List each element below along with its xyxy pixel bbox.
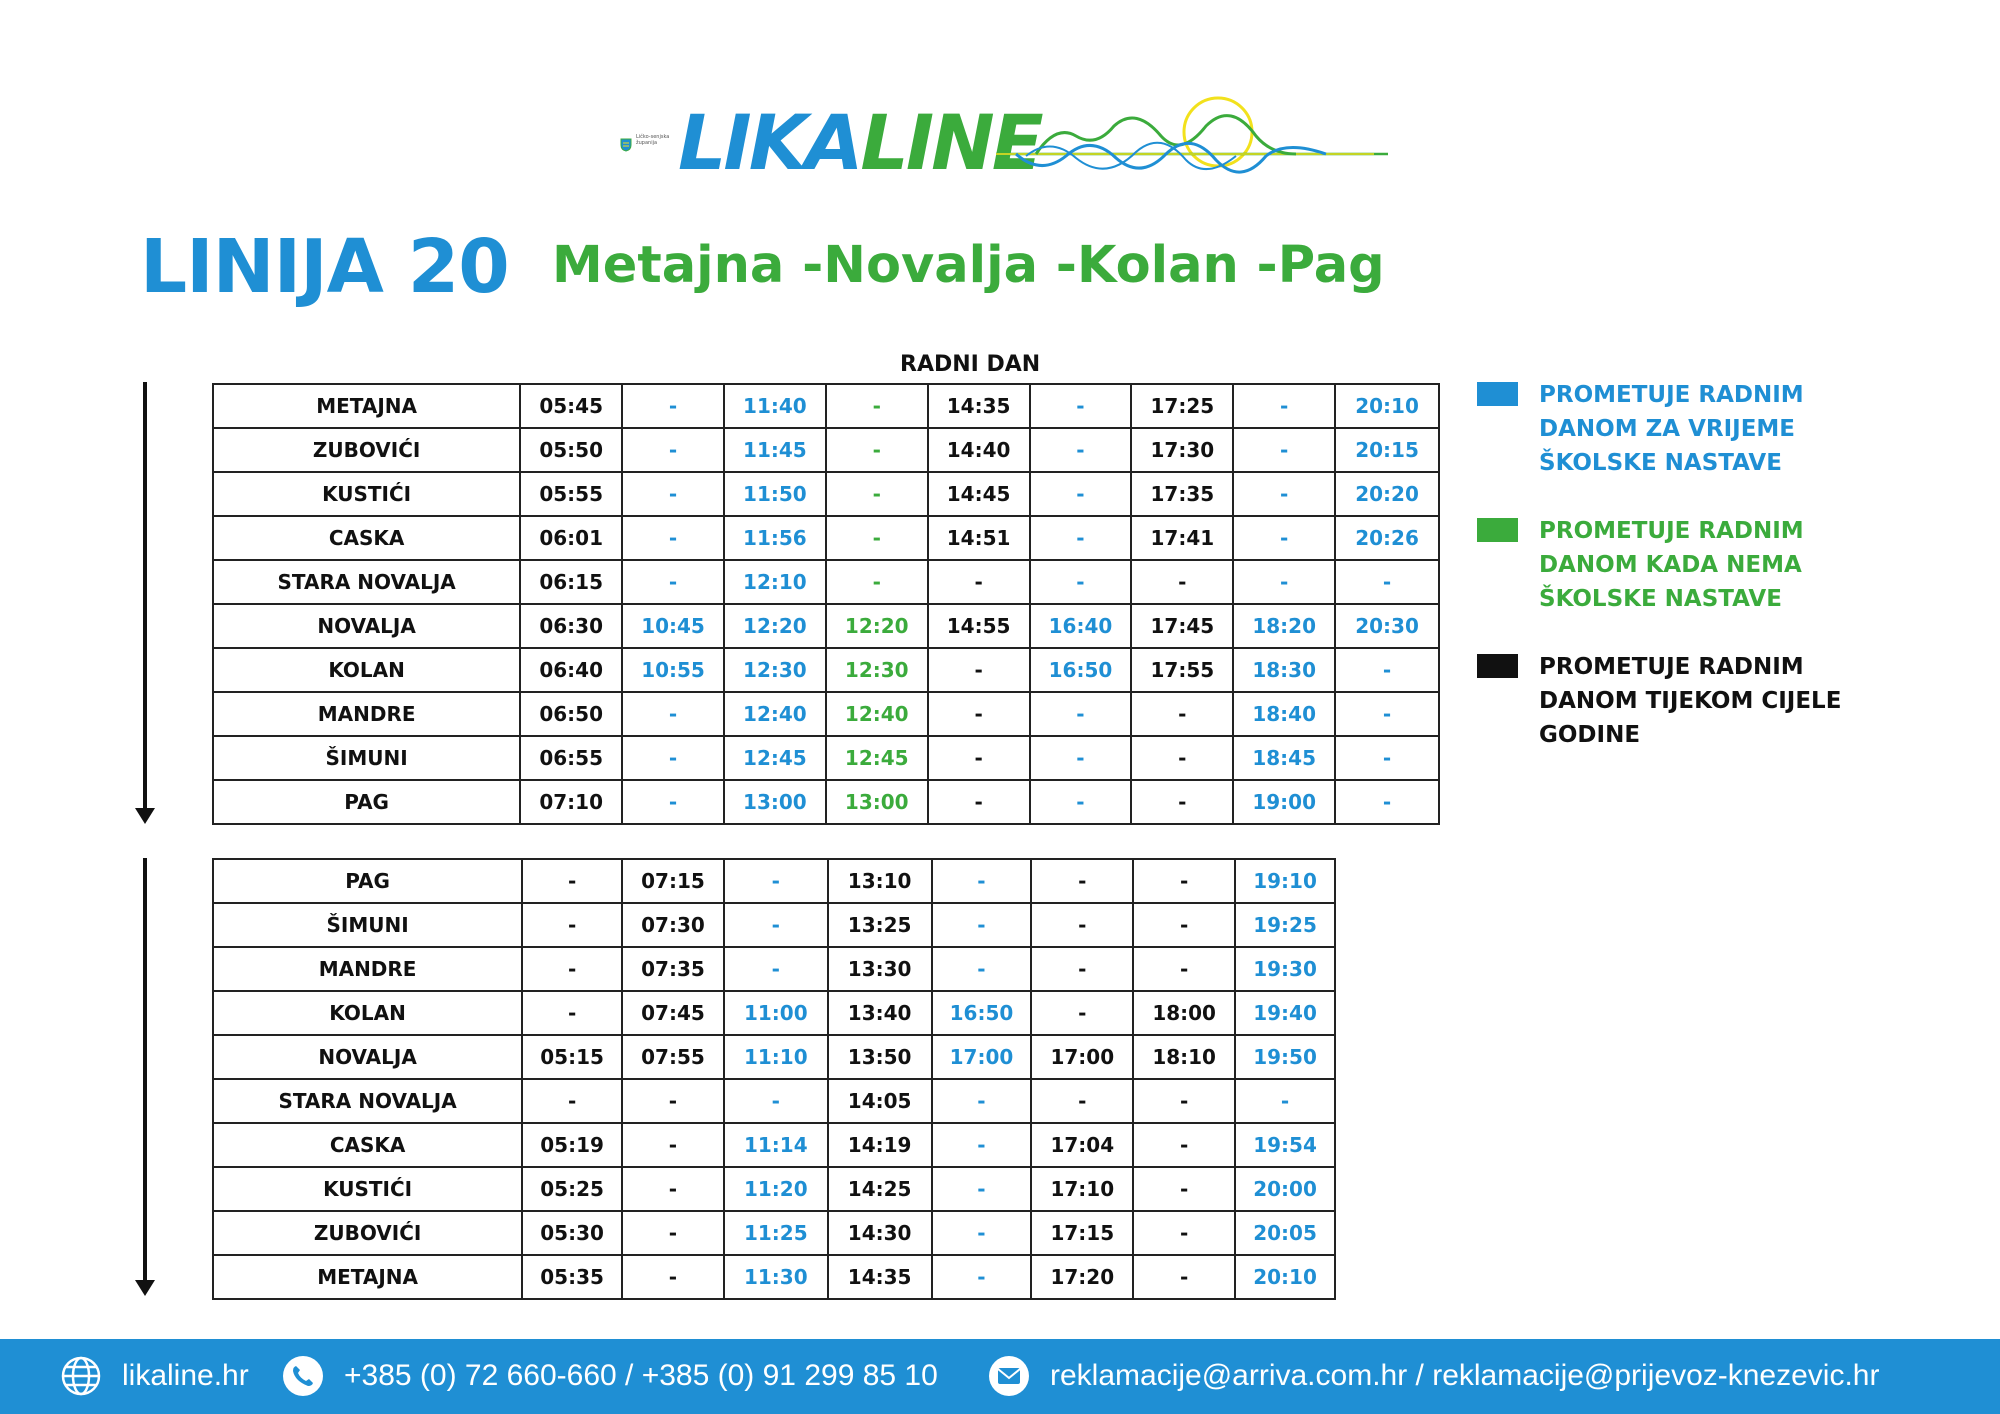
stop-name: ŠIMUNI	[213, 903, 522, 947]
departure-time: -	[522, 859, 622, 903]
stop-name: PAG	[213, 859, 522, 903]
departure-time: 20:10	[1235, 1255, 1335, 1299]
departure-time: -	[1030, 736, 1132, 780]
stop-name: KOLAN	[213, 648, 520, 692]
departure-time: -	[1031, 991, 1133, 1035]
departure-time: -	[1030, 560, 1132, 604]
legend-text: PROMETUJE RADNIM DANOM TIJEKOM CIJELE GODINE	[1539, 654, 1842, 748]
departure-time: 11:56	[724, 516, 826, 560]
departure-time: -	[1133, 1255, 1235, 1299]
departure-time: -	[1335, 780, 1439, 824]
stop-name: MANDRE	[213, 692, 520, 736]
crest-caption: Ličko-senjska županija	[636, 134, 670, 146]
departure-time: -	[622, 780, 724, 824]
logo-word-line: LINE	[860, 98, 1041, 187]
direction-arrow-down-icon	[135, 382, 155, 824]
departure-time: -	[522, 991, 622, 1035]
departure-time: -	[826, 516, 928, 560]
departure-time: 19:10	[1235, 859, 1335, 903]
departure-time: 17:00	[1031, 1035, 1133, 1079]
departure-time: 20:30	[1335, 604, 1439, 648]
departure-time: 12:45	[724, 736, 826, 780]
departure-time: 14:45	[928, 472, 1030, 516]
departure-time: -	[928, 692, 1030, 736]
departure-time: 05:45	[520, 384, 622, 428]
departure-time: 05:25	[522, 1167, 622, 1211]
departure-time: 11:40	[724, 384, 826, 428]
phone-numbers: +385 (0) 72 660-660 / +385 (0) 91 299 85 10	[344, 1359, 938, 1392]
departure-time: 20:05	[1235, 1211, 1335, 1255]
logo-waves-icon	[996, 96, 1388, 192]
stop-name: METAJNA	[213, 384, 520, 428]
table-row	[213, 472, 1439, 516]
departure-time: -	[1335, 692, 1439, 736]
table-row	[213, 736, 1439, 780]
logo-word-lika: LIKA	[678, 98, 861, 187]
table-row	[213, 947, 1335, 991]
departure-time: 07:10	[520, 780, 622, 824]
route-title: Metajna -Novalja -Kolan -Pag	[552, 236, 1385, 295]
departure-time: 17:00	[932, 1035, 1032, 1079]
departure-time: 11:10	[724, 1035, 828, 1079]
legend-text: PROMETUJE RADNIM DANOM ZA VRIJEME ŠKOLSKE NASTAVE	[1539, 382, 1804, 476]
table-row	[213, 648, 1439, 692]
departure-time: -	[1335, 560, 1439, 604]
departure-time: 13:00	[724, 780, 826, 824]
departure-time: -	[622, 472, 724, 516]
departure-time: 07:35	[622, 947, 724, 991]
legend-swatch-blue	[1477, 382, 1518, 406]
departure-time: 05:30	[522, 1211, 622, 1255]
departure-time: 18:00	[1133, 991, 1235, 1035]
departure-time: 12:40	[826, 692, 928, 736]
departure-time: -	[1335, 736, 1439, 780]
departure-time: -	[724, 1079, 828, 1123]
departure-time: 12:20	[826, 604, 928, 648]
departure-time: 07:30	[622, 903, 724, 947]
departure-time: 17:25	[1131, 384, 1233, 428]
departure-time: 20:20	[1335, 472, 1439, 516]
logo-wordmark	[678, 98, 1041, 188]
departure-time: 19:30	[1235, 947, 1335, 991]
departure-time: 10:45	[622, 604, 724, 648]
table-row	[213, 516, 1439, 560]
departure-time: 18:45	[1233, 736, 1335, 780]
stop-name: KOLAN	[213, 991, 522, 1035]
departure-time: -	[932, 1079, 1032, 1123]
departure-time: -	[932, 1123, 1032, 1167]
table-row	[213, 780, 1439, 824]
departure-time: 07:55	[622, 1035, 724, 1079]
stop-name: NOVALJA	[213, 604, 520, 648]
stop-name: STARA NOVALJA	[213, 560, 520, 604]
departure-time: -	[1031, 903, 1133, 947]
departure-time: -	[622, 736, 724, 780]
table-row	[213, 903, 1335, 947]
departure-time: -	[622, 1167, 724, 1211]
table-row	[213, 692, 1439, 736]
likaline-logo	[618, 96, 1388, 192]
departure-time: -	[522, 1079, 622, 1123]
departure-time: 17:45	[1131, 604, 1233, 648]
departure-time: 05:19	[522, 1123, 622, 1167]
departure-time: -	[622, 1255, 724, 1299]
table-row	[213, 1255, 1335, 1299]
departure-time: 17:30	[1131, 428, 1233, 472]
departure-time: -	[1031, 1079, 1133, 1123]
departure-time: 17:41	[1131, 516, 1233, 560]
departure-time: 20:26	[1335, 516, 1439, 560]
legend-swatch-black	[1477, 654, 1518, 678]
departure-time: 14:55	[928, 604, 1030, 648]
departure-time: 14:35	[928, 384, 1030, 428]
email-addresses[interactable]: reklamacije@arriva.com.hr / reklamacije@prijevoz-knezevic.hr	[1050, 1359, 1880, 1392]
departure-time: -	[932, 859, 1032, 903]
stop-name: KUSTIĆI	[213, 472, 520, 516]
departure-time: 11:45	[724, 428, 826, 472]
departure-time: 17:35	[1131, 472, 1233, 516]
departure-time: 17:15	[1031, 1211, 1133, 1255]
departure-time: 05:15	[522, 1035, 622, 1079]
departure-time: 11:20	[724, 1167, 828, 1211]
departure-time: 13:25	[828, 903, 932, 947]
departure-time: 11:14	[724, 1123, 828, 1167]
departure-time: -	[622, 560, 724, 604]
table-row	[213, 1035, 1335, 1079]
departure-time: -	[1133, 1167, 1235, 1211]
departure-time: -	[1131, 736, 1233, 780]
departure-time: -	[1031, 947, 1133, 991]
departure-time: 14:51	[928, 516, 1030, 560]
table-row	[213, 1211, 1335, 1255]
departure-time: 17:10	[1031, 1167, 1133, 1211]
departure-time: 11:25	[724, 1211, 828, 1255]
departure-time: 14:35	[828, 1255, 932, 1299]
departure-time: -	[724, 859, 828, 903]
departure-time: 19:50	[1235, 1035, 1335, 1079]
table-row	[213, 384, 1439, 428]
departure-time: -	[1133, 947, 1235, 991]
stop-name: ZUBOVIĆI	[213, 1211, 522, 1255]
stop-name: ŠIMUNI	[213, 736, 520, 780]
county-crest-icon	[620, 138, 632, 152]
outbound-timetable	[212, 383, 1440, 825]
stop-name: METAJNA	[213, 1255, 522, 1299]
stop-name: MANDRE	[213, 947, 522, 991]
departure-time: -	[1131, 560, 1233, 604]
departure-time: 20:00	[1235, 1167, 1335, 1211]
mail-icon	[988, 1355, 1030, 1397]
departure-time: 07:15	[622, 859, 724, 903]
table-row	[213, 1079, 1335, 1123]
contact-footer	[0, 1339, 2000, 1414]
table-row	[213, 604, 1439, 648]
departure-time: -	[932, 1167, 1032, 1211]
departure-time: 12:40	[724, 692, 826, 736]
departure-time: 17:55	[1131, 648, 1233, 692]
table-row	[213, 428, 1439, 472]
table-row	[213, 991, 1335, 1035]
departure-time: 14:40	[928, 428, 1030, 472]
departure-time: -	[826, 560, 928, 604]
departure-time: 06:50	[520, 692, 622, 736]
departure-time: 05:50	[520, 428, 622, 472]
website-link[interactable]: likaline.hr	[122, 1359, 249, 1392]
departure-time: 14:30	[828, 1211, 932, 1255]
departure-time: -	[622, 516, 724, 560]
departure-time: -	[522, 903, 622, 947]
departure-time: 19:54	[1235, 1123, 1335, 1167]
departure-time: 13:10	[828, 859, 932, 903]
departure-time: -	[1031, 859, 1133, 903]
stop-name: CASKA	[213, 1123, 522, 1167]
legend-text: PROMETUJE RADNIM DANOM KADA NEMA ŠKOLSKE NASTAVE	[1539, 518, 1804, 612]
departure-time: -	[928, 780, 1030, 824]
departure-time: -	[1030, 472, 1132, 516]
departure-time: -	[1131, 692, 1233, 736]
departure-time: 20:10	[1335, 384, 1439, 428]
departure-time: 18:40	[1233, 692, 1335, 736]
departure-time: 06:55	[520, 736, 622, 780]
departure-time: -	[1133, 1211, 1235, 1255]
departure-time: 05:35	[522, 1255, 622, 1299]
departure-time: -	[826, 384, 928, 428]
departure-time: 18:20	[1233, 604, 1335, 648]
departure-time: 07:45	[622, 991, 724, 1035]
departure-time: 06:40	[520, 648, 622, 692]
departure-time: 14:19	[828, 1123, 932, 1167]
departure-time: -	[928, 648, 1030, 692]
departure-time: 12:10	[724, 560, 826, 604]
departure-time: 12:20	[724, 604, 826, 648]
phone-icon	[282, 1355, 324, 1397]
table-row	[213, 560, 1439, 604]
departure-time: 18:10	[1133, 1035, 1235, 1079]
departure-time: -	[826, 472, 928, 516]
departure-time: -	[522, 947, 622, 991]
departure-time: 13:30	[828, 947, 932, 991]
departure-time: -	[1233, 516, 1335, 560]
departure-time: -	[932, 1211, 1032, 1255]
departure-time: -	[932, 1255, 1032, 1299]
departure-time: 16:40	[1030, 604, 1132, 648]
departure-time: -	[1335, 648, 1439, 692]
departure-time: 13:00	[826, 780, 928, 824]
departure-time: -	[622, 1079, 724, 1123]
departure-time: 14:25	[828, 1167, 932, 1211]
day-type-label: RADNI DAN	[900, 352, 1041, 377]
departure-time: -	[928, 560, 1030, 604]
line-number-title: LINIJA 20	[140, 224, 509, 310]
departure-time: -	[622, 428, 724, 472]
departure-time: -	[1133, 903, 1235, 947]
departure-time: 20:15	[1335, 428, 1439, 472]
departure-time: -	[622, 1123, 724, 1167]
departure-time: 16:50	[932, 991, 1032, 1035]
departure-time: 17:20	[1031, 1255, 1133, 1299]
stop-name: NOVALJA	[213, 1035, 522, 1079]
inbound-timetable	[212, 858, 1336, 1300]
stop-name: CASKA	[213, 516, 520, 560]
departure-time: -	[1133, 1123, 1235, 1167]
departure-time: 11:30	[724, 1255, 828, 1299]
table-row	[213, 1123, 1335, 1167]
departure-time: -	[622, 384, 724, 428]
departure-time: 11:00	[724, 991, 828, 1035]
departure-time: -	[1030, 780, 1132, 824]
departure-time: 19:25	[1235, 903, 1335, 947]
departure-time: -	[1131, 780, 1233, 824]
departure-time: -	[1233, 560, 1335, 604]
departure-time: 17:04	[1031, 1123, 1133, 1167]
table-row	[213, 1167, 1335, 1211]
legend-swatch-green	[1477, 518, 1518, 542]
departure-time: 11:50	[724, 472, 826, 516]
departure-time: -	[622, 1211, 724, 1255]
departure-time: 06:30	[520, 604, 622, 648]
departure-time: 14:05	[828, 1079, 932, 1123]
table-row	[213, 859, 1335, 903]
stop-name: ZUBOVIĆI	[213, 428, 520, 472]
departure-time: -	[1233, 384, 1335, 428]
departure-time: -	[1235, 1079, 1335, 1123]
departure-time: -	[1030, 692, 1132, 736]
departure-time: 06:15	[520, 560, 622, 604]
stop-name: STARA NOVALJA	[213, 1079, 522, 1123]
departure-time: -	[1133, 859, 1235, 903]
departure-time: 19:40	[1235, 991, 1335, 1035]
globe-icon	[60, 1355, 102, 1397]
departure-time: 19:00	[1233, 780, 1335, 824]
departure-time: -	[724, 903, 828, 947]
departure-time: 05:55	[520, 472, 622, 516]
departure-time: -	[1133, 1079, 1235, 1123]
departure-time: -	[1233, 472, 1335, 516]
departure-time: 12:30	[724, 648, 826, 692]
direction-arrow-down-icon	[135, 858, 155, 1298]
departure-time: 13:50	[828, 1035, 932, 1079]
departure-time: -	[622, 692, 724, 736]
stop-name: PAG	[213, 780, 520, 824]
departure-time: -	[928, 736, 1030, 780]
departure-time: -	[1030, 428, 1132, 472]
departure-time: -	[1030, 516, 1132, 560]
departure-time: 06:01	[520, 516, 622, 560]
departure-time: 12:45	[826, 736, 928, 780]
departure-time: -	[724, 947, 828, 991]
departure-time: -	[932, 903, 1032, 947]
departure-time: 13:40	[828, 991, 932, 1035]
departure-time: 12:30	[826, 648, 928, 692]
departure-time: -	[1233, 428, 1335, 472]
departure-time: 10:55	[622, 648, 724, 692]
departure-time: -	[1030, 384, 1132, 428]
departure-time: 16:50	[1030, 648, 1132, 692]
departure-time: -	[932, 947, 1032, 991]
stop-name: KUSTIĆI	[213, 1167, 522, 1211]
departure-time: -	[826, 428, 928, 472]
departure-time: 18:30	[1233, 648, 1335, 692]
